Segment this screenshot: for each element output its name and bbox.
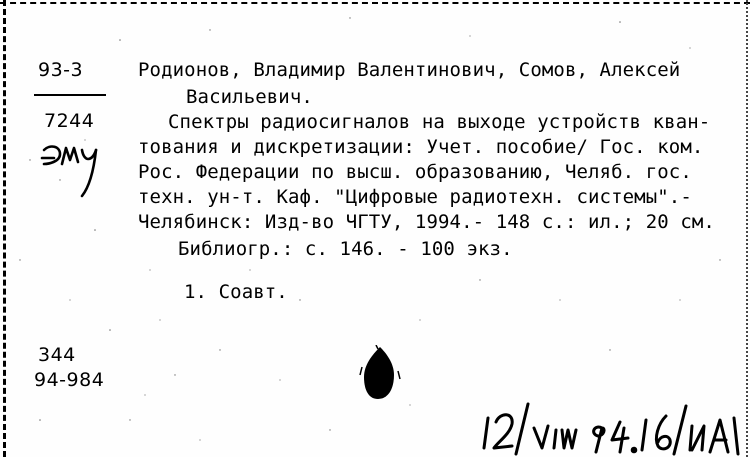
title-line-2: тования и дискретизации: Учет. пособие/ Гос. ком. bbox=[138, 136, 704, 158]
title-line-5: Челябинск: Изд-во ЧГТУ, 1994.- 148 с.: ил.; 20 см. bbox=[138, 211, 715, 233]
call-number-bottom: 7244 bbox=[44, 110, 95, 132]
title-line-3: Рос. Федерации по высш. образованию, Челяб. гос. bbox=[138, 161, 692, 183]
call-number-divider bbox=[34, 94, 106, 96]
ink-blot bbox=[358, 345, 402, 403]
card-left-edge bbox=[3, 0, 6, 457]
card-top-edge bbox=[0, 2, 750, 4]
author-line-2: Васильевич. bbox=[186, 86, 313, 108]
inventory-number: 94-984 bbox=[34, 369, 105, 391]
tracing-entry: 1. Соавт. bbox=[184, 281, 288, 303]
author-line-1: Родионов, Владимир Валентинович, Сомов, Алексей bbox=[138, 59, 681, 81]
handwritten-author-text: Эту bbox=[36, 140, 38, 141]
card-right-edge bbox=[746, 0, 748, 457]
class-number: 344 bbox=[38, 344, 76, 366]
title-line-1: Спектры радиосигналов на выходе устройств кван- bbox=[168, 111, 711, 133]
handwritten-date bbox=[478, 398, 750, 457]
bibliography-note: Библиогр.: с. 146. - 100 экз. bbox=[178, 238, 513, 260]
handwritten-author-mark bbox=[36, 140, 106, 202]
handwritten-date-text: 12/VIII 94. I6/ИА bbox=[478, 398, 489, 399]
title-line-4: техн. ун-т. Каф. "Цифровые радиотехн. системы".- bbox=[138, 186, 692, 208]
call-number-top: 93-3 bbox=[38, 59, 84, 81]
